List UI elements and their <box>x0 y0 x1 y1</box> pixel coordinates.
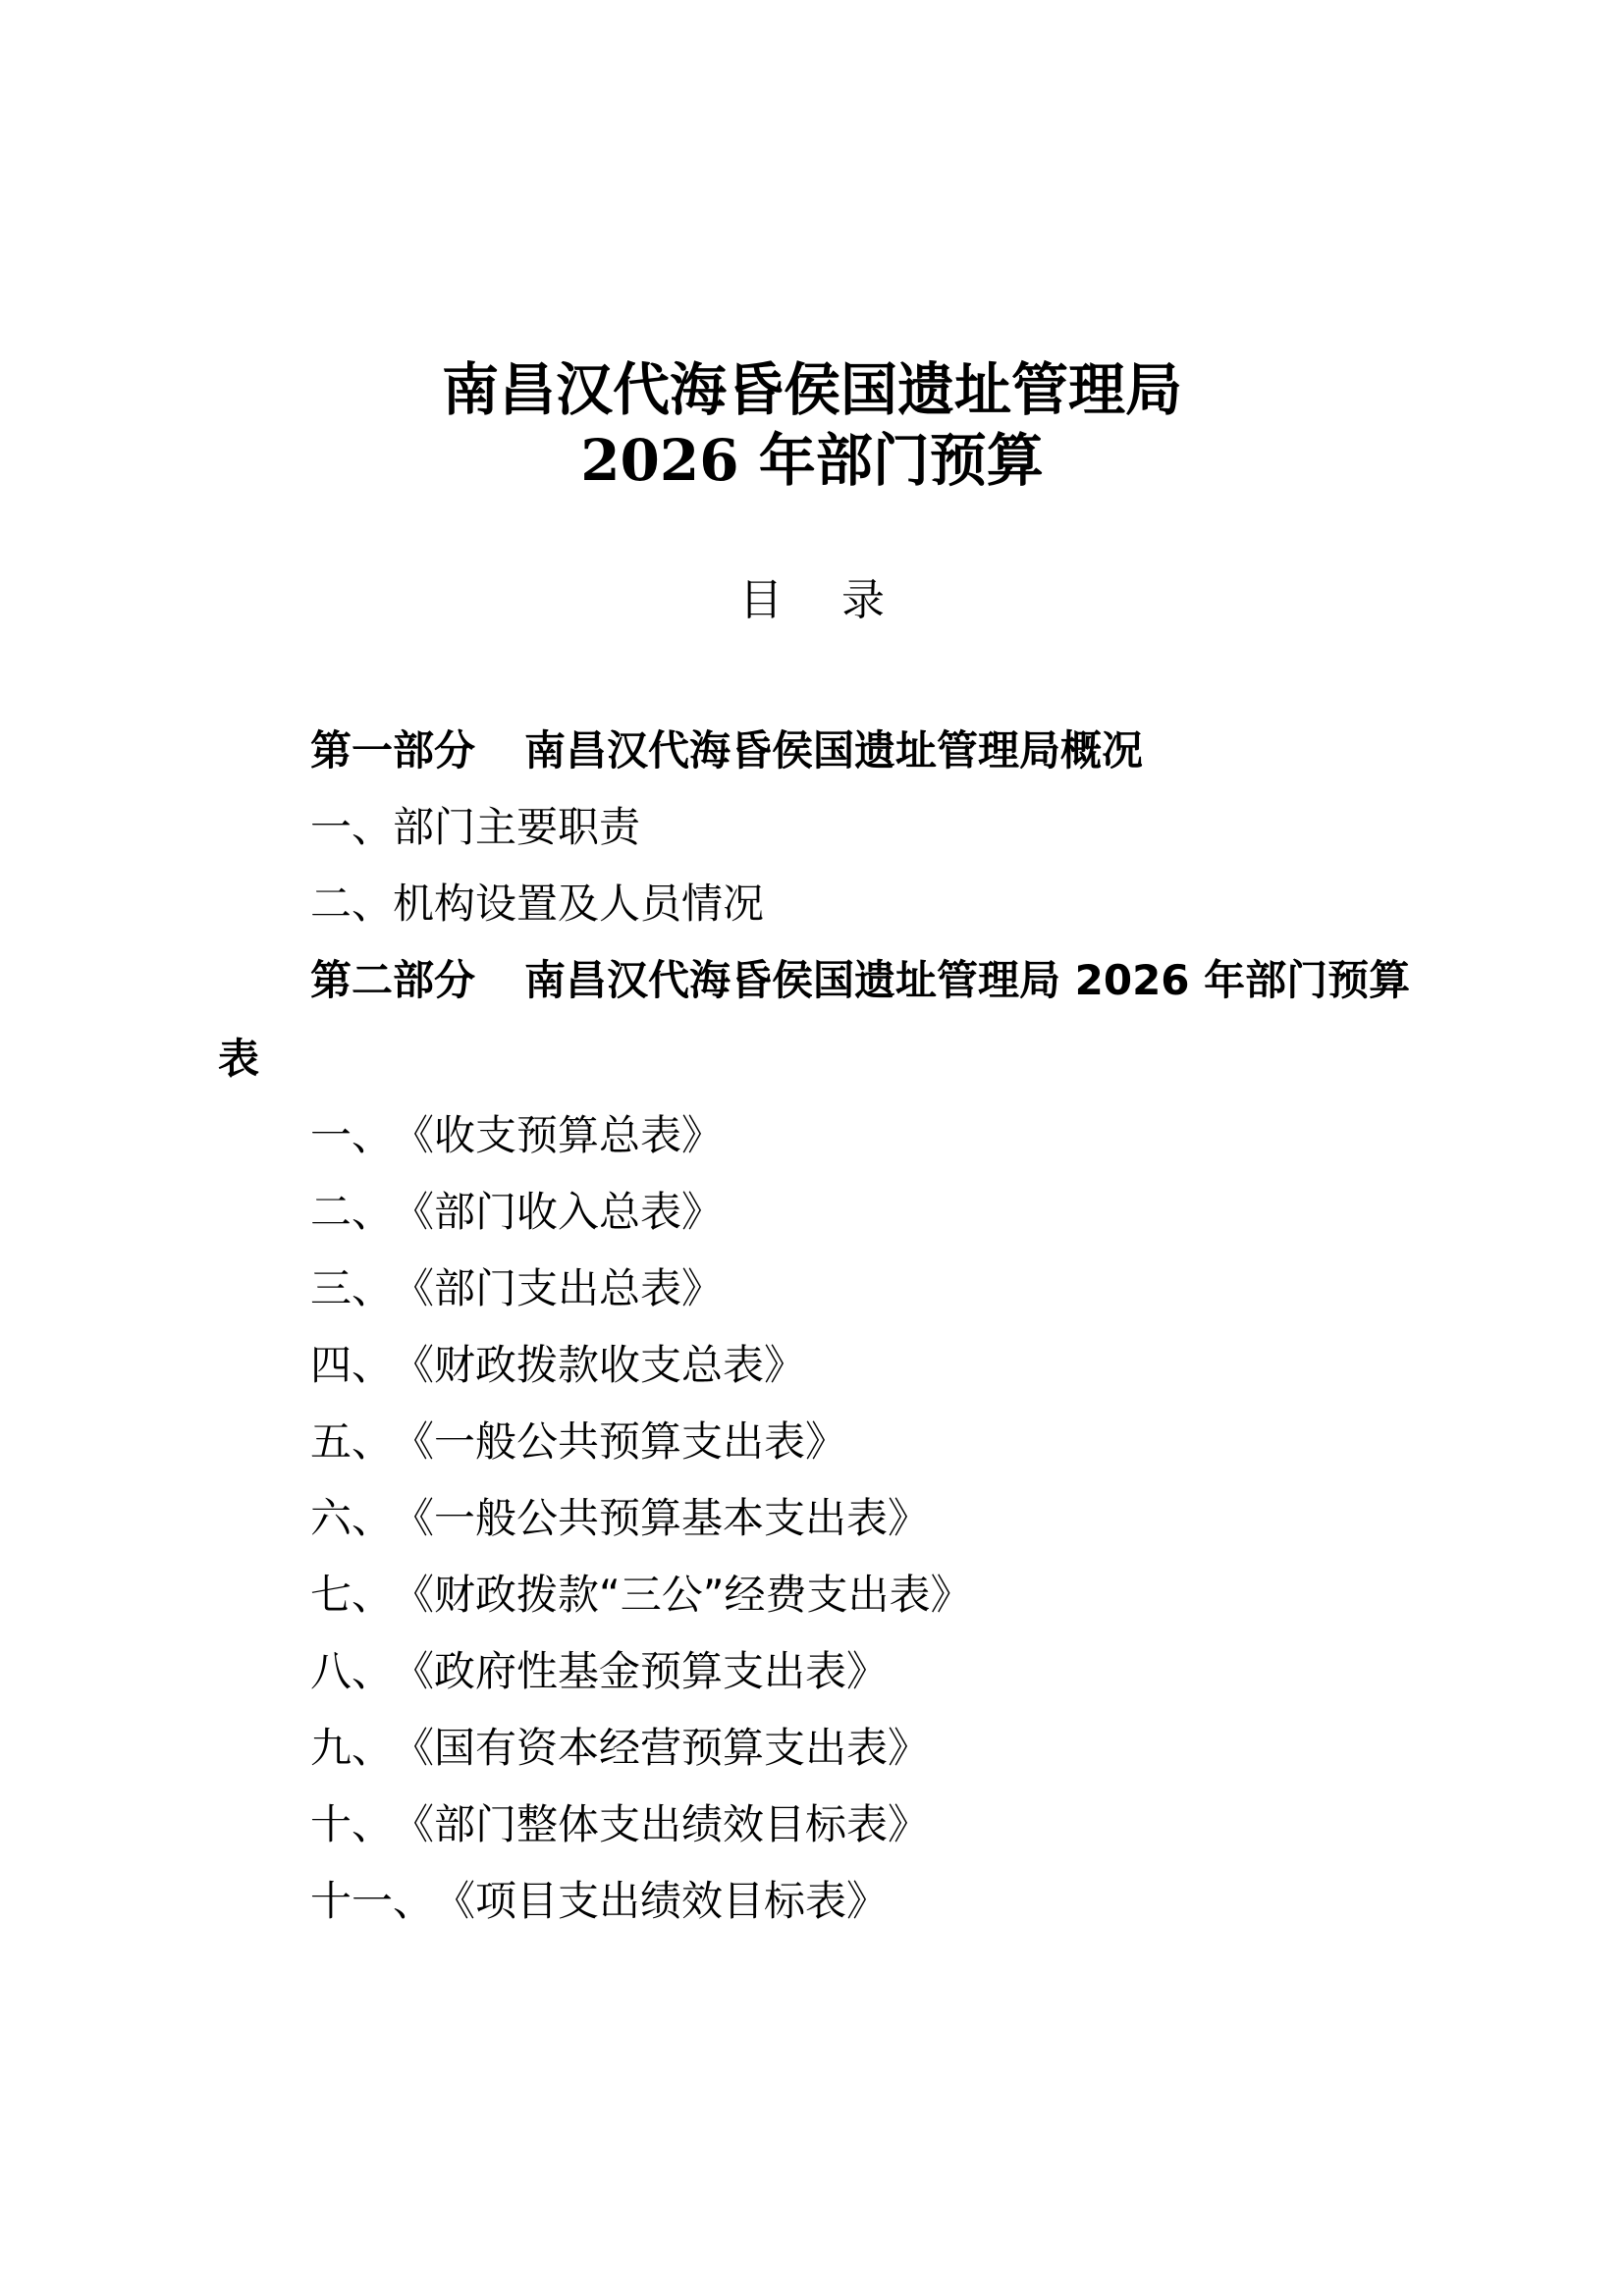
toc-item-text: 《政府性基金预算支出表》 <box>393 1647 889 1695</box>
toc-part2-label: 第二部分 <box>310 956 476 1004</box>
toc-item-number: 十、 <box>310 1800 394 1848</box>
toc-item-text: 《部门收入总表》 <box>393 1188 724 1236</box>
toc-part1-heading <box>310 726 1144 774</box>
toc-item-text: 《部门支出总表》 <box>393 1264 724 1312</box>
toc-item-text: 《一般公共预算基本支出表》 <box>393 1494 930 1542</box>
toc-part1-title: 南昌汉代海昏侯国遗址管理局概况 <box>524 726 1144 774</box>
toc-item-text: 《一般公共预算支出表》 <box>393 1417 847 1466</box>
toc-item-number: 七、 <box>310 1571 394 1619</box>
toc-item-text: 《国有资本经营预算支出表》 <box>393 1724 930 1772</box>
toc-item-text: 《财政拨款收支总表》 <box>393 1341 806 1389</box>
toc-item-text: 部门主要职责 <box>393 803 641 851</box>
toc-item-number: 二、 <box>310 880 394 928</box>
toc-item-text: 《项目支出绩效目标表》 <box>434 1877 889 1925</box>
toc-part2-title: 南昌汉代海昏侯国遗址管理局 2026 年部门预算 <box>524 956 1411 1004</box>
toc-item <box>310 1341 806 1389</box>
toc-item <box>310 1647 889 1695</box>
toc-item <box>310 880 765 928</box>
document-title-line2: 2026 年部门预算 <box>580 427 1044 494</box>
toc-item-number: 五、 <box>310 1417 394 1466</box>
toc-item-number: 八、 <box>310 1647 394 1695</box>
toc-item-text: 《部门整体支出绩效目标表》 <box>393 1800 930 1848</box>
toc-part2-heading-wrap: 表 <box>218 1035 260 1083</box>
toc-item <box>310 1264 724 1312</box>
toc-item <box>310 1877 889 1925</box>
toc-item <box>310 1188 724 1236</box>
toc-item <box>310 803 641 851</box>
toc-item-number: 十一、 <box>310 1877 435 1925</box>
toc-item <box>310 1724 930 1772</box>
toc-item-number: 九、 <box>310 1724 394 1772</box>
toc-item <box>310 1571 972 1619</box>
toc-item-number: 六、 <box>310 1494 394 1542</box>
toc-heading: 目录 <box>739 575 944 625</box>
toc-part1-label: 第一部分 <box>310 726 476 774</box>
toc-item-text: 机构设置及人员情况 <box>393 880 765 928</box>
toc-item-number: 三、 <box>310 1264 394 1312</box>
toc-item-number: 二、 <box>310 1188 394 1236</box>
toc-item-number: 一、 <box>310 803 394 851</box>
toc-item <box>310 1111 724 1159</box>
toc-item-number: 一、 <box>310 1111 394 1159</box>
toc-item-text: 《收支预算总表》 <box>393 1111 724 1159</box>
toc-item-text: 《财政拨款“三公”经费支出表》 <box>393 1571 972 1619</box>
toc-item <box>310 1800 930 1848</box>
toc-item <box>310 1494 930 1542</box>
document-title-line1: 南昌汉代海昏侯国遗址管理局 <box>441 356 1182 423</box>
toc-item <box>310 1417 847 1466</box>
toc-part2-heading <box>310 956 1411 1004</box>
toc-item-number: 四、 <box>310 1341 394 1389</box>
